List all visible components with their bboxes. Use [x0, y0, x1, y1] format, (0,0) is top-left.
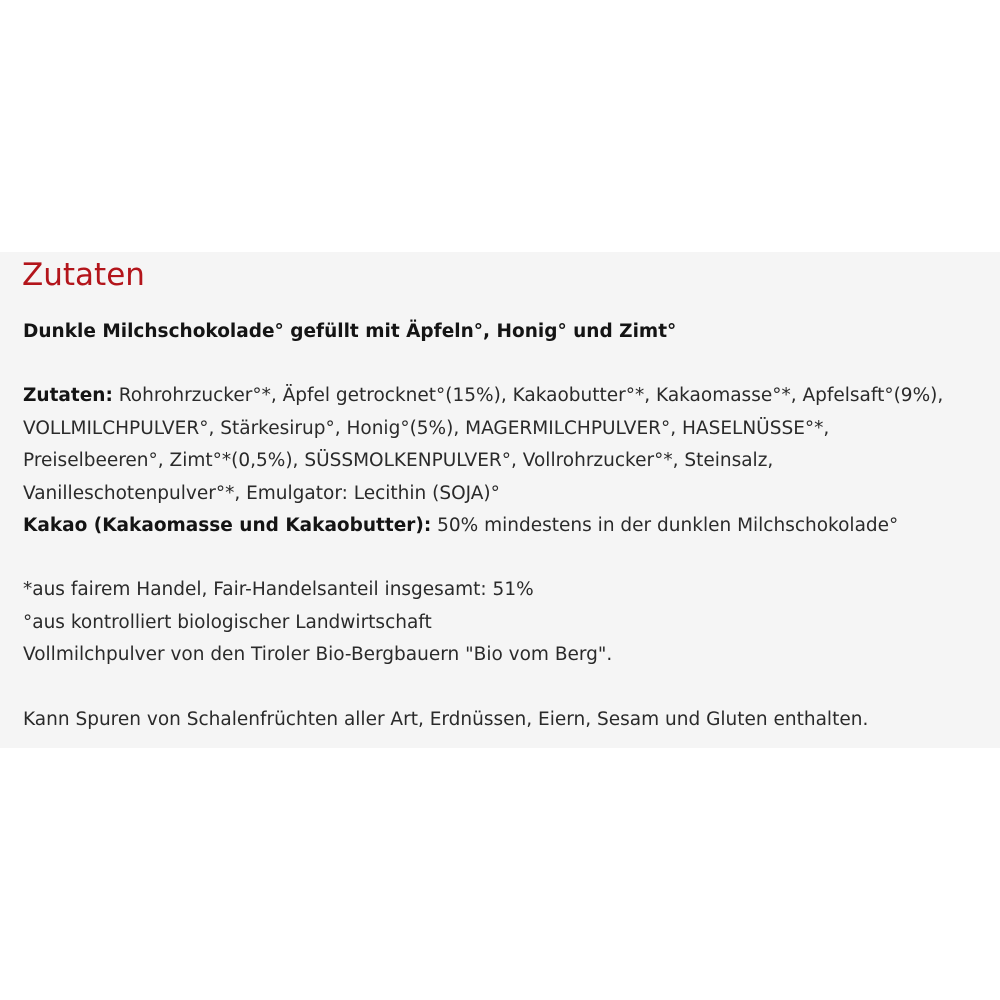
ingredients-line-3: Preiselbeeren°, Zimt°*(0,5%), SÜSSMOLKENPULVER°, Vollrohrzucker°*, Steinsalz, — [23, 450, 774, 471]
footnote-organic: °aus kontrolliert biologischer Landwirtschaft — [23, 611, 432, 633]
ingredients-line-1 — [23, 380, 993, 413]
cocoa-label: Kakao (Kakaomasse und Kakaobutter): — [23, 515, 432, 536]
cocoa-text: 50% mindestens in der dunklen Milchschokolade° — [431, 515, 899, 536]
ingredients-line-4: Vanilleschotenpulver°*, Emulgator: Lecithin (SOJA)° — [23, 482, 500, 504]
ingredients-line-2: VOLLMILCHPULVER°, Stärkesirup°, Honig°(5%), MAGERMILCHPULVER°, HASELNÜSSE°*, — [23, 417, 830, 439]
footnotes — [23, 574, 993, 672]
cocoa-content — [23, 510, 993, 543]
footnote-fair-trade: *aus fairem Handel, Fair-Handelsanteil insgesamt: 51% — [23, 579, 534, 600]
ingredients-label: Zutaten: — [23, 385, 113, 406]
allergen-notice — [23, 704, 993, 737]
allergen-text: Kann Spuren von Schalenfrüchten aller Art, Erdnüssen, Eiern, Sesam und Gluten enthalten. — [23, 709, 869, 730]
ingredients-list — [23, 380, 993, 510]
product-name: Dunkle Milchschokolade° gefüllt mit Äpfeln°, Honig° und Zimt° — [23, 321, 677, 342]
ingredients-text-1: Rohrohrzucker°*, Äpfel getrocknet°(15%), Kakaobutter°*, Kakaomasse°*, Apfelsaft°(9%), — [112, 385, 944, 406]
section-title: Zutaten — [22, 257, 145, 293]
cocoa-line — [23, 510, 993, 543]
footnote-milk-origin: Vollmilchpulver von den Tiroler Bio-Bergbauern "Bio vom Berg". — [23, 644, 613, 665]
